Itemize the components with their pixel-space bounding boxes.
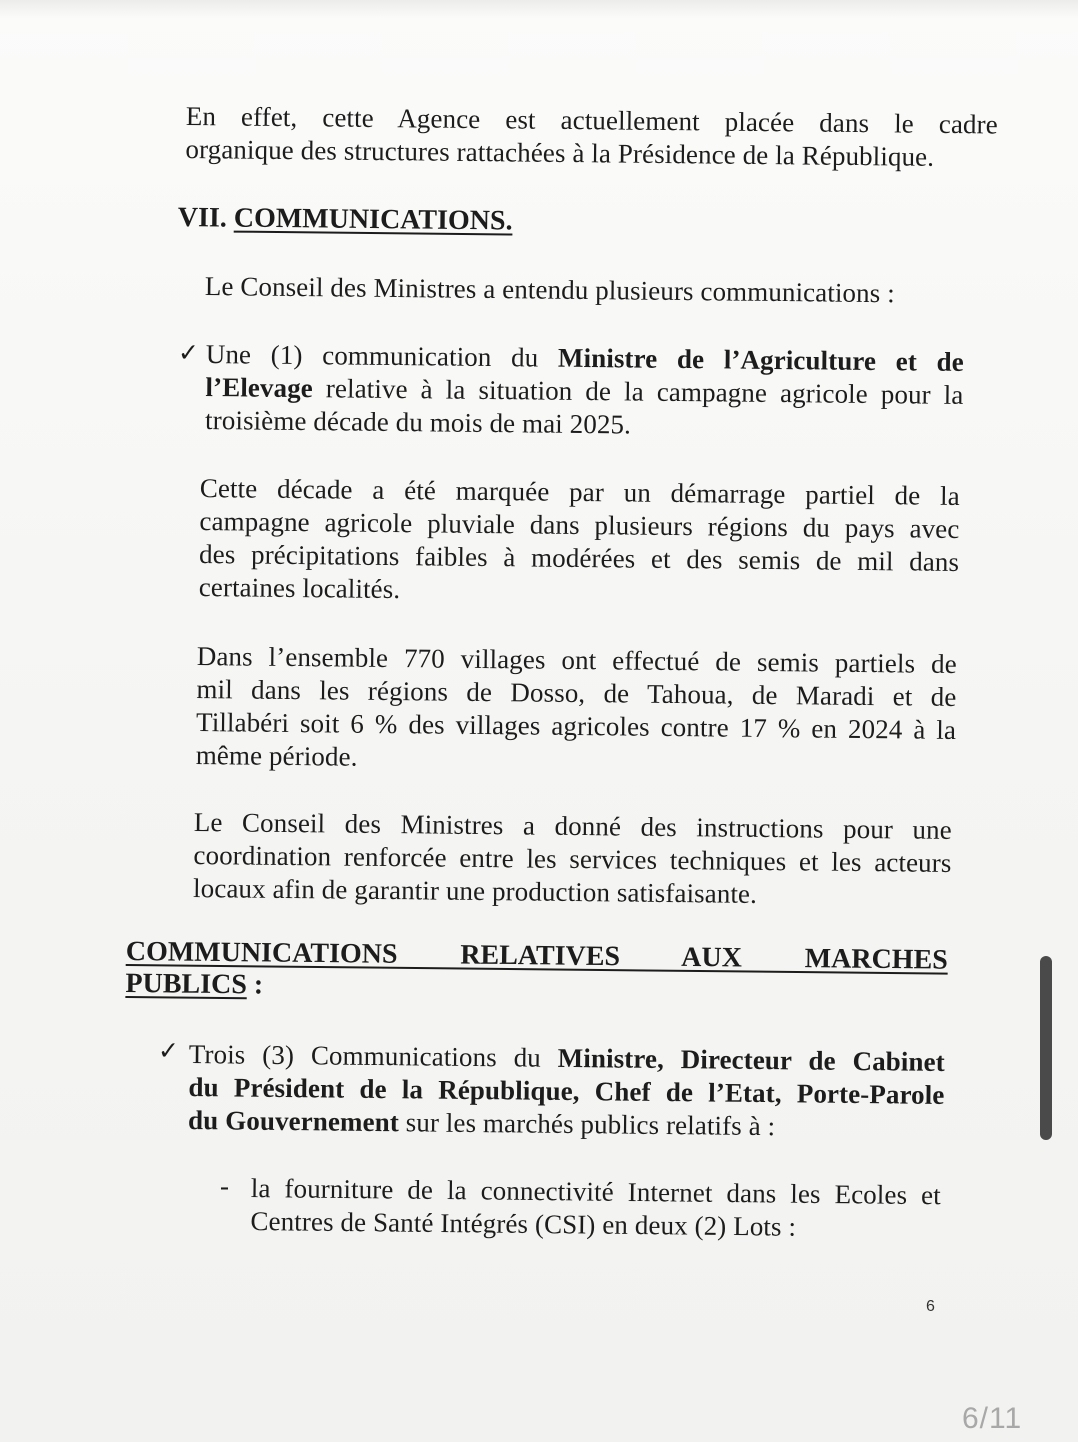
- communication-agriculture-line-2: l’Elevage relative à la situation de la campagne agricole pour la: [205, 371, 964, 410]
- instructions-paragraph: Le Conseil des Ministres a donné des instructions pour une coordination renforcée entre les services techniques et les acteurs locaux afin de garantir une production satisfaisante.: [192, 806, 952, 909]
- checkmark-icon: ✓: [178, 338, 199, 367]
- page-counter: 6/11: [962, 1402, 1023, 1435]
- communication-procurement-line-3: du Gouvernement sur les marchés publics relatifs à :: [187, 1104, 776, 1142]
- page-top-edge: [0, 0, 1078, 18]
- director-title: Ministre, Directeur de Cabinet: [557, 1042, 945, 1077]
- checkmark-icon: ✓: [158, 1036, 179, 1065]
- section-title: COMMUNICATIONS.: [233, 202, 513, 237]
- villages-paragraph: Dans l’ensemble 770 villages ont effectué de semis partiels de mil dans les régions de Dosso, de Tahoua, de Maradi et de Tillabéri soit 6 % des villages agricoles contre 17 % en 2024 à la même période.: [195, 640, 957, 772]
- intro-line-1: En effet, cette Agence est actuellement placée dans le cadre: [185, 100, 998, 140]
- public-procurement-heading-line-1: COMMUNICATIONS RELATIVES AUX MARCHES: [125, 936, 948, 976]
- section-heading: [178, 202, 513, 238]
- communication-agriculture-line-3: troisième décade du mois de mai 2025.: [204, 404, 632, 440]
- communication-procurement: [188, 1038, 945, 1145]
- ministry-name-cont: l’Elevage: [205, 371, 314, 404]
- intro-paragraph: [185, 100, 998, 174]
- public-procurement-heading: [125, 936, 948, 1009]
- document-page-number: 6: [926, 1298, 935, 1315]
- intro-line-2: organique des structures rattachées à la Présidence de la République.: [185, 133, 935, 172]
- communications-intro: Le Conseil des Ministres a entendu plusieurs communications :: [204, 270, 895, 309]
- communication-agriculture: [205, 338, 964, 445]
- decade-paragraph: Cette décade a été marquée par un démarrage partiel de la campagne agricole pluviale dans plusieurs régions du pays avec des précipitations faibles à modérées et des semis de mil dans certaines localités.: [198, 472, 960, 605]
- communication-procurement-line-1: Trois (3) Communications du Ministre, Directeur de Cabinet: [188, 1039, 945, 1077]
- communication-agriculture-line-1: Une (1) communication du Ministre de l’Agriculture et de: [205, 338, 964, 377]
- director-title-end: du Gouvernement: [187, 1104, 400, 1138]
- vertical-scrollbar[interactable]: [1040, 956, 1052, 1140]
- section-number: VII.: [177, 202, 228, 234]
- ministry-name: Ministre de l’Agriculture et de: [557, 342, 964, 377]
- bullet-dash: -: [220, 1171, 229, 1201]
- public-procurement-heading-line-2: PUBLICS :: [125, 967, 264, 1001]
- director-title-cont: du Président de la République, Chef de l’Etat, Porte-Parole: [188, 1071, 945, 1110]
- connectivity-bullet: la fourniture de la connectivité Internet dans les Ecoles et Centres de Santé Intégrés (CSI) en deux (2) Lots :: [250, 1173, 941, 1242]
